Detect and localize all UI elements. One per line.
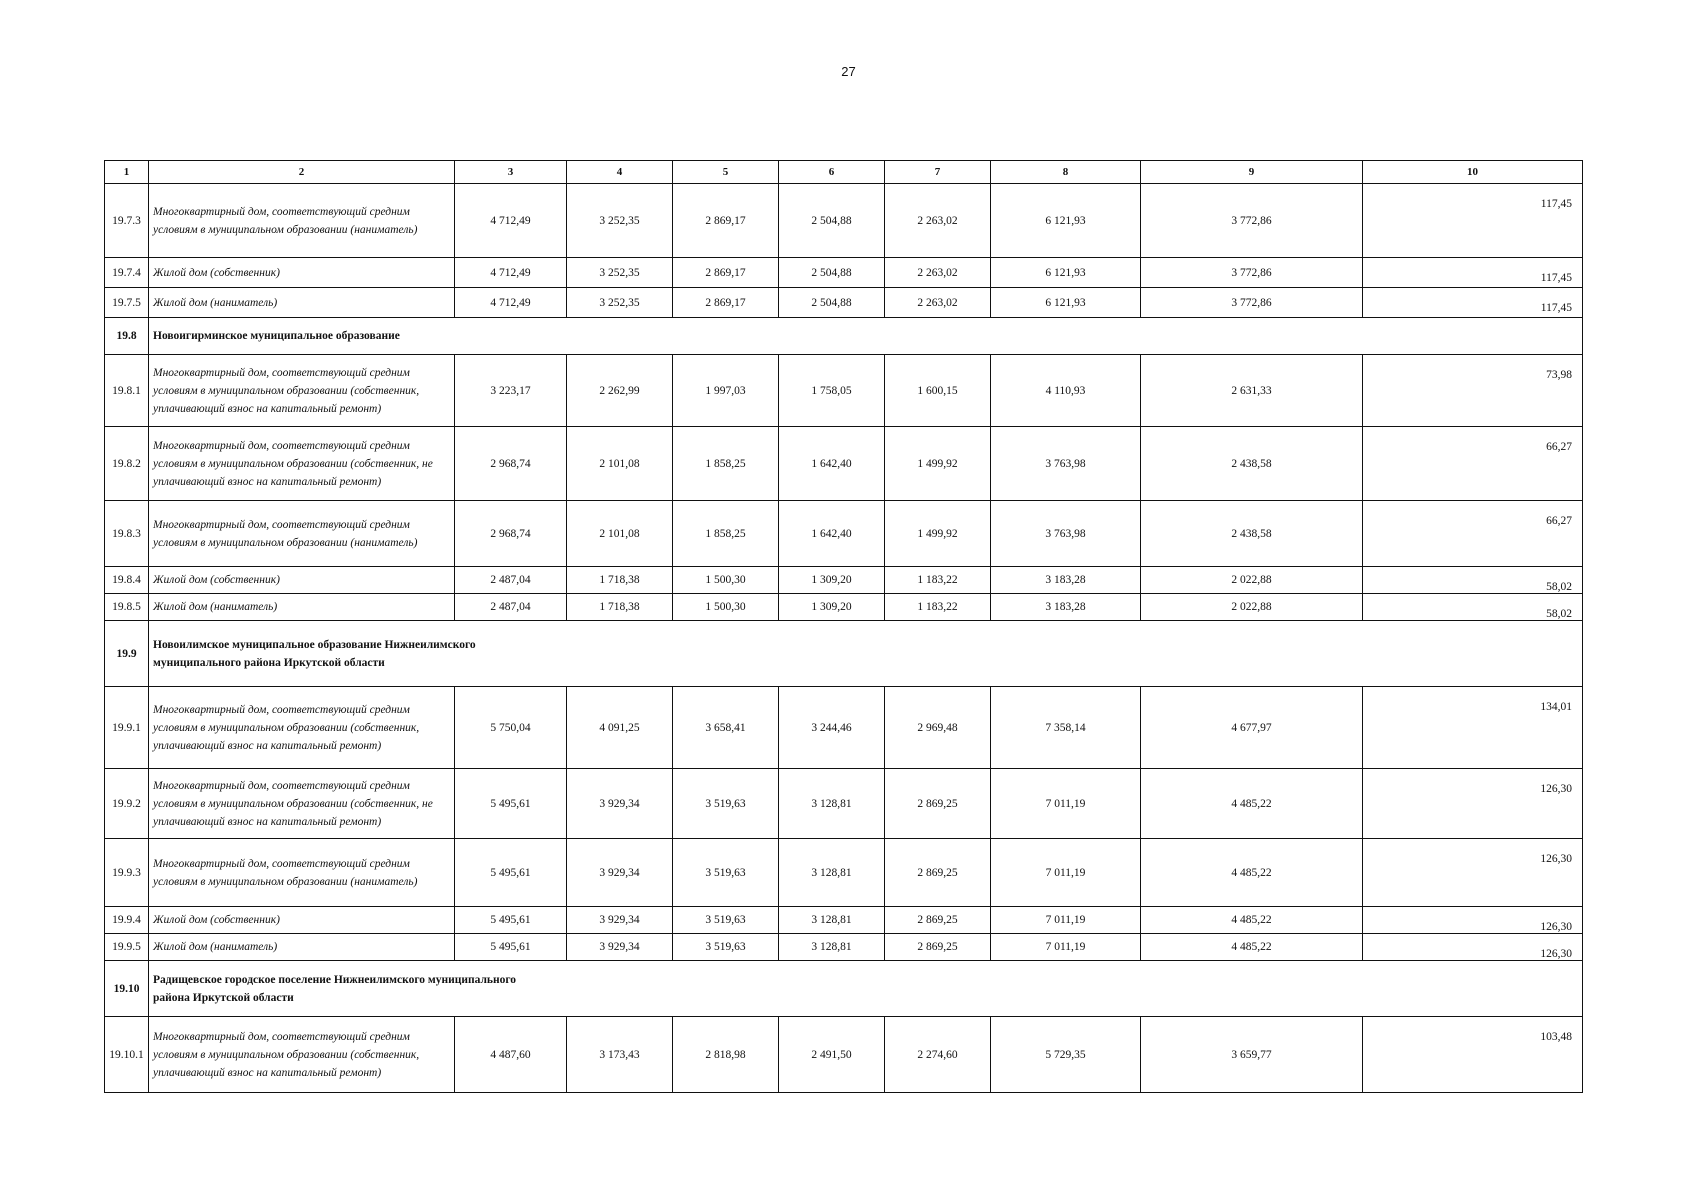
cell-value: 3 173,43 (567, 1017, 673, 1093)
table-row (105, 427, 1583, 501)
tariff-table (104, 160, 1583, 1093)
cell-value: 3 128,81 (779, 934, 885, 961)
cell-value: 117,45 (1363, 288, 1583, 318)
cell-value: 2 504,88 (779, 184, 885, 258)
cell-value: 7 011,19 (991, 769, 1141, 839)
cell-value: 2 869,17 (673, 258, 779, 288)
row-code: 19.9.3 (105, 839, 149, 907)
cell-value: 3 659,77 (1141, 1017, 1363, 1093)
cell-value: 1 309,20 (779, 567, 885, 594)
section-title: Новоилимское муниципальное образование Нижнеилимского муниципального района Иркутской области (149, 621, 1583, 687)
cell-value: 2 263,02 (885, 184, 991, 258)
cell-value: 3 772,86 (1141, 258, 1363, 288)
row-code: 19.8.2 (105, 427, 149, 501)
table-row (105, 1017, 1583, 1093)
cell-value: 3 252,35 (567, 184, 673, 258)
section-title: Радищевское городское поселение Нижнеилимского муниципального района Иркутской области (149, 961, 1583, 1017)
cell-value: 3 763,98 (991, 427, 1141, 501)
cell-value: 1 309,20 (779, 594, 885, 621)
cell-value: 3 183,28 (991, 567, 1141, 594)
cell-value: 2 438,58 (1141, 501, 1363, 567)
cell-value: 2 263,02 (885, 288, 991, 318)
cell-value: 4 677,97 (1141, 687, 1363, 769)
table-row (105, 258, 1583, 288)
cell-value: 58,02 (1363, 594, 1583, 621)
cell-value: 117,45 (1363, 184, 1583, 258)
cell-value: 3 223,17 (455, 355, 567, 427)
cell-value: 1 500,30 (673, 567, 779, 594)
cell-value: 6 121,93 (991, 288, 1141, 318)
column-number: 9 (1141, 161, 1363, 184)
cell-value: 2 869,25 (885, 769, 991, 839)
table-row (105, 839, 1583, 907)
row-description: Многоквартирный дом, соответствующий средним условиям в муниципальном образовании (собственник, не уплачивающий взнос на капитальный ремонт) (149, 769, 455, 839)
cell-value: 5 495,61 (455, 907, 567, 934)
row-description: Многоквартирный дом, соответствующий средним условиям в муниципальном образовании (собственник, уплачивающий взнос на капитальный ремонт) (149, 687, 455, 769)
cell-value: 3 519,63 (673, 907, 779, 934)
cell-value: 1 500,30 (673, 594, 779, 621)
cell-value: 3 519,63 (673, 769, 779, 839)
cell-value: 2 968,74 (455, 501, 567, 567)
cell-value: 58,02 (1363, 567, 1583, 594)
cell-value: 2 487,04 (455, 594, 567, 621)
cell-value: 2 969,48 (885, 687, 991, 769)
table-row (105, 288, 1583, 318)
table-row (105, 769, 1583, 839)
cell-value: 5 750,04 (455, 687, 567, 769)
cell-value: 66,27 (1363, 427, 1583, 501)
row-description: Многоквартирный дом, соответствующий средним условиям в муниципальном образовании (наниматель) (149, 184, 455, 258)
column-number: 7 (885, 161, 991, 184)
cell-value: 3 929,34 (567, 934, 673, 961)
row-description: Многоквартирный дом, соответствующий средним условиям в муниципальном образовании (собственник, уплачивающий взнос на капитальный ремонт) (149, 1017, 455, 1093)
row-description: Жилой дом (собственник) (149, 907, 455, 934)
cell-value: 2 438,58 (1141, 427, 1363, 501)
cell-value: 2 263,02 (885, 258, 991, 288)
row-code: 19.7.5 (105, 288, 149, 318)
column-number: 5 (673, 161, 779, 184)
row-description: Многоквартирный дом, соответствующий средним условиям в муниципальном образовании (наниматель) (149, 839, 455, 907)
row-code: 19.7.3 (105, 184, 149, 258)
cell-value: 2 869,25 (885, 839, 991, 907)
row-code: 19.9.2 (105, 769, 149, 839)
table-row (105, 934, 1583, 961)
cell-value: 73,98 (1363, 355, 1583, 427)
section-title: Новоигирминское муниципальное образование (149, 318, 1583, 355)
cell-value: 1 600,15 (885, 355, 991, 427)
cell-value: 2 101,08 (567, 427, 673, 501)
cell-value: 134,01 (1363, 687, 1583, 769)
row-description: Многоквартирный дом, соответствующий средним условиям в муниципальном образовании (собственник, не уплачивающий взнос на капитальный ремонт) (149, 427, 455, 501)
cell-value: 2 818,98 (673, 1017, 779, 1093)
cell-value: 2 022,88 (1141, 594, 1363, 621)
cell-value: 7 011,19 (991, 907, 1141, 934)
row-code: 19.8.5 (105, 594, 149, 621)
cell-value: 4 485,22 (1141, 769, 1363, 839)
cell-value: 2 487,04 (455, 567, 567, 594)
cell-value: 3 929,34 (567, 839, 673, 907)
cell-value: 3 183,28 (991, 594, 1141, 621)
cell-value: 3 763,98 (991, 501, 1141, 567)
table-row (105, 355, 1583, 427)
cell-value: 3 244,46 (779, 687, 885, 769)
cell-value: 1 642,40 (779, 427, 885, 501)
column-number: 6 (779, 161, 885, 184)
column-number: 1 (105, 161, 149, 184)
cell-value: 1 997,03 (673, 355, 779, 427)
cell-value: 1 183,22 (885, 594, 991, 621)
cell-value: 4 487,60 (455, 1017, 567, 1093)
row-description: Многоквартирный дом, соответствующий средним условиям в муниципальном образовании (наниматель) (149, 501, 455, 567)
column-number: 10 (1363, 161, 1583, 184)
cell-value: 4 485,22 (1141, 934, 1363, 961)
cell-value: 4 712,49 (455, 288, 567, 318)
cell-value: 6 121,93 (991, 258, 1141, 288)
table-body (105, 161, 1583, 1093)
cell-value: 126,30 (1363, 839, 1583, 907)
row-description: Жилой дом (наниматель) (149, 594, 455, 621)
row-code: 19.8.1 (105, 355, 149, 427)
section-row (105, 961, 1583, 1017)
cell-value: 4 485,22 (1141, 907, 1363, 934)
cell-value: 3 772,86 (1141, 184, 1363, 258)
cell-value: 3 929,34 (567, 769, 673, 839)
column-number: 8 (991, 161, 1141, 184)
page-number: 27 (841, 64, 856, 79)
cell-value: 126,30 (1363, 907, 1583, 934)
row-code: 19.9.1 (105, 687, 149, 769)
table-row (105, 184, 1583, 258)
cell-value: 3 929,34 (567, 907, 673, 934)
cell-value: 2 101,08 (567, 501, 673, 567)
cell-value: 3 252,35 (567, 258, 673, 288)
row-description: Жилой дом (собственник) (149, 258, 455, 288)
cell-value: 117,45 (1363, 258, 1583, 288)
section-code: 19.10 (105, 961, 149, 1017)
section-code: 19.9 (105, 621, 149, 687)
table-row (105, 687, 1583, 769)
table-row (105, 567, 1583, 594)
cell-value: 1 642,40 (779, 501, 885, 567)
row-description: Многоквартирный дом, соответствующий средним условиям в муниципальном образовании (собственник, уплачивающий взнос на капитальный ремонт) (149, 355, 455, 427)
cell-value: 7 011,19 (991, 839, 1141, 907)
cell-value: 126,30 (1363, 769, 1583, 839)
column-number: 3 (455, 161, 567, 184)
cell-value: 2 869,17 (673, 184, 779, 258)
table-row (105, 501, 1583, 567)
row-code: 19.7.4 (105, 258, 149, 288)
cell-value: 3 772,86 (1141, 288, 1363, 318)
row-code: 19.10.1 (105, 1017, 149, 1093)
row-description: Жилой дом (наниматель) (149, 934, 455, 961)
cell-value: 2 491,50 (779, 1017, 885, 1093)
cell-value: 3 658,41 (673, 687, 779, 769)
cell-value: 1 718,38 (567, 567, 673, 594)
cell-value: 7 011,19 (991, 934, 1141, 961)
cell-value: 3 128,81 (779, 907, 885, 934)
cell-value: 1 718,38 (567, 594, 673, 621)
cell-value: 4 091,25 (567, 687, 673, 769)
cell-value: 5 495,61 (455, 769, 567, 839)
cell-value: 2 968,74 (455, 427, 567, 501)
cell-value: 3 519,63 (673, 839, 779, 907)
cell-value: 2 274,60 (885, 1017, 991, 1093)
row-code: 19.9.4 (105, 907, 149, 934)
cell-value: 3 128,81 (779, 839, 885, 907)
row-code: 19.8.3 (105, 501, 149, 567)
cell-value: 1 499,92 (885, 501, 991, 567)
cell-value: 2 022,88 (1141, 567, 1363, 594)
cell-value: 2 504,88 (779, 288, 885, 318)
section-row (105, 318, 1583, 355)
row-description: Жилой дом (наниматель) (149, 288, 455, 318)
cell-value: 2 631,33 (1141, 355, 1363, 427)
cell-value: 7 358,14 (991, 687, 1141, 769)
cell-value: 1 758,05 (779, 355, 885, 427)
cell-value: 5 729,35 (991, 1017, 1141, 1093)
column-number: 2 (149, 161, 455, 184)
cell-value: 3 252,35 (567, 288, 673, 318)
table-row (105, 907, 1583, 934)
cell-value: 66,27 (1363, 501, 1583, 567)
table-row (105, 594, 1583, 621)
cell-value: 4 712,49 (455, 258, 567, 288)
cell-value: 5 495,61 (455, 839, 567, 907)
cell-value: 2 869,25 (885, 934, 991, 961)
cell-value: 1 858,25 (673, 501, 779, 567)
cell-value: 2 869,17 (673, 288, 779, 318)
cell-value: 4 110,93 (991, 355, 1141, 427)
cell-value: 1 499,92 (885, 427, 991, 501)
cell-value: 126,30 (1363, 934, 1583, 961)
column-number-row (105, 161, 1583, 184)
cell-value: 4 712,49 (455, 184, 567, 258)
cell-value: 2 504,88 (779, 258, 885, 288)
cell-value: 6 121,93 (991, 184, 1141, 258)
column-number: 4 (567, 161, 673, 184)
row-description: Жилой дом (собственник) (149, 567, 455, 594)
section-row (105, 621, 1583, 687)
cell-value: 2 262,99 (567, 355, 673, 427)
cell-value: 3 128,81 (779, 769, 885, 839)
cell-value: 1 858,25 (673, 427, 779, 501)
cell-value: 4 485,22 (1141, 839, 1363, 907)
cell-value: 103,48 (1363, 1017, 1583, 1093)
cell-value: 3 519,63 (673, 934, 779, 961)
cell-value: 2 869,25 (885, 907, 991, 934)
row-code: 19.8.4 (105, 567, 149, 594)
section-code: 19.8 (105, 318, 149, 355)
cell-value: 5 495,61 (455, 934, 567, 961)
row-code: 19.9.5 (105, 934, 149, 961)
cell-value: 1 183,22 (885, 567, 991, 594)
